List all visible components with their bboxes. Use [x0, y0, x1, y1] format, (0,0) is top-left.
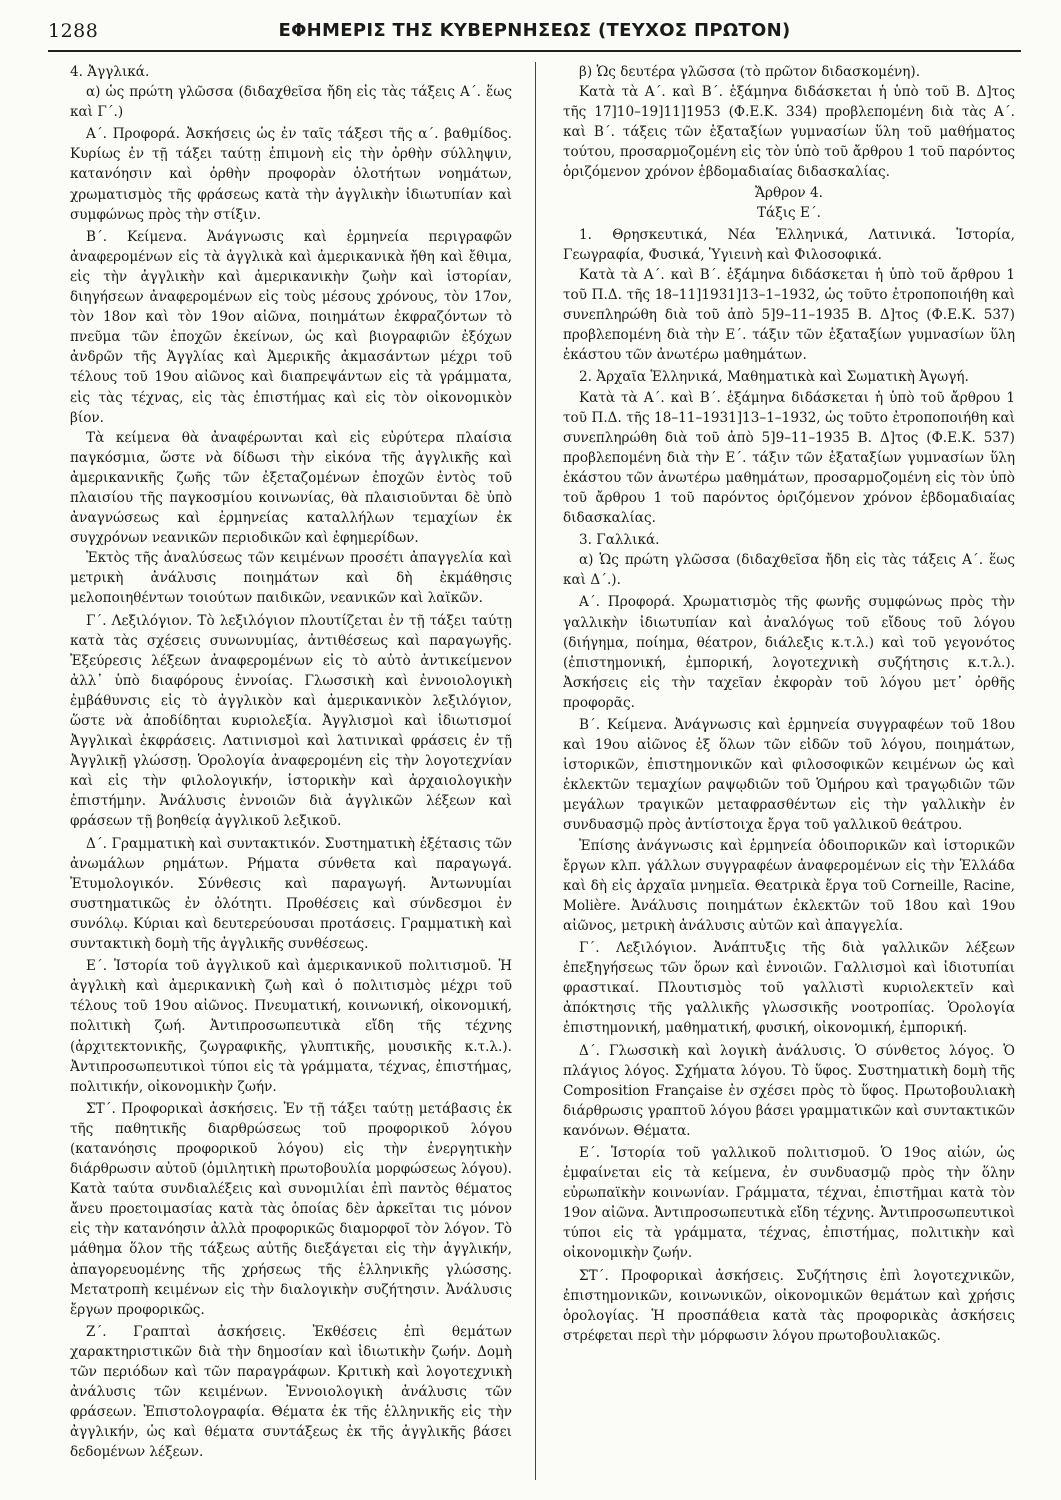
right-column — [563, 62, 1015, 1492]
paragraph: Β΄. Κείμενα. Ἀνάγνωσις καὶ ἑρμηνεία περιγραφῶν ἀναφερομένων εἰς τὰ ἀγγλικὰ καὶ ἀμερικανικὰ ἤθη καὶ ἔθιμα, εἰς τὴν ἀγγλικὴν καὶ ἀμερικανικὴν ζωὴν καὶ ἱστορίαν, διηγήσεων ἀναφερομένων εἰς τοὺς μέσους χρόνους, τὸν 17ον, τὸν 18ον καὶ τὸν 19ον αἰῶνα, ποιημάτων ἐκφραζόντων τὸ πνεῦμα τῶν ἐποχῶν ἐκείνων, ὡς καὶ βιογραφιῶν ἐξόχων ἀνδρῶν τῆς Ἀγγλίας καὶ Ἀμερικῆς ἀκμασάντων μέχρι τοῦ τέλους τοῦ 19ου αἰῶνος καὶ διαπρεψάντων εἰς τὰ γράμματα, εἰς τὰς τέχνας, εἰς τὰς ἐπιστήμας καὶ εἰς τὸν οἰκονομικὸν βίον. — [70, 228, 512, 426]
paragraph: ΣΤ΄. Προφορικαὶ ἀσκήσεις. Συζήτησις ἐπὶ λογοτεχνικῶν, ἐπιστημονικῶν, κοινωνικῶν, οἰκονομικῶν θεμάτων καὶ χρήσις ὁρολογίας. Ἡ προσπάθεια κατὰ τὰς προφορικὰς ἀσκήσεις στρέφεται περὶ τὴν μόρφωσιν λόγου πρωτοβουλιακῶς. — [563, 1267, 1015, 1344]
paragraph: Ε΄. Ἱστορία τοῦ ἀγγλικοῦ καὶ ἀμερικανικοῦ πολιτισμοῦ. Ἡ ἀγγλικὴ καὶ ἀμερικανικὴ ζωὴ καὶ ὁ πολιτισμὸς μέχρι τοῦ τέλους τοῦ 19ου αἰῶνος. Πνευματική, κοινωνική, οἰκονομική, πολιτικὴ ζωή. Ἀντιπροσωπευτικὰ εἴδη τῆς τέχνης (ἀρχιτεκτονικῆς, ζωγραφικῆς, γλυπτικῆς, μουσικῆς κ.τ.λ.). Ἀντιπροσωπευτικοὶ τύποι εἰς τὰ γράμματα, τέχνας, ἐπιστήμας, πολιτικήν, οἰκονομικὴν ζωήν. — [70, 958, 512, 1095]
paragraph: α) ὡς πρώτη γλῶσσα (διδαχθεῖσα ἤδη εἰς τὰς τάξεις Α΄. ἕως καὶ Γ΄.) — [70, 84, 512, 121]
paragraph: α) Ὡς πρώτη γλῶσσα (διδαχθεῖσα ἤδη εἰς τὰς τάξεις Α΄. ἕως καὶ Δ΄.). — [563, 552, 1015, 589]
paragraph: Γ΄. Λεξιλόγιον. Τὸ λεξιλόγιον πλουτίζεται ἐν τῇ τάξει ταύτῃ κατὰ τὰς σχέσεις συνωνυμίας, ἀντιθέσεως καὶ παραγωγῆς. Ἐξεύρεσις λέξεων ἀναφερομένων εἰς τὸ αὐτὸ ἀντικείμενον ἀλλ᾽ ὑπὸ διαφόρους ἐννοίας. Γλωσσικὴ καὶ ἐννοιολογικὴ ἐμβάθυνσις εἰς τὸ ἀγγλικὸν καὶ ἀμερικανικὸν λεξιλόγιον, ὥστε νὰ ἀποδίδηται κυριολεξία. Ἀγγλισμοὶ καὶ ἰδιωτισμοί Ἀγγλικαὶ ἐκφράσεις. Λατινισμοὶ καὶ λατινικαὶ φράσεις ἐν τῇ Ἀγγλικῇ γλώσσῃ. Ὁρολογία ἀναφερομένη εἰς τὴν λογοτεχνίαν καὶ εἰς τὴν φιλολογικήν, ἱστορικὴν καὶ ἀρχαιολογικὴν ἐπιστήμην. Ἀνάλυσις ἐννοιῶν διὰ ἀγγλικῶν λέξεων καὶ φράσεων τῇ βοηθείᾳ ἀγγλικοῦ λεξικοῦ. — [70, 612, 512, 830]
paragraph: β) Ὡς δευτέρα γλῶσσα (τὸ πρῶτον διδασκομένη). — [579, 64, 921, 80]
paragraph: 4. Ἀγγλικά. — [70, 64, 150, 80]
paragraph: 3. Γαλλικά. — [579, 532, 660, 549]
paragraph: Κατὰ τὰ Α΄. καὶ Β΄. ἑξάμηνα διδάσκεται ἡ ὑπὸ τοῦ ἄρθρου 1 τοῦ Π.Δ. τῆς 18–11–1931]13–1–1932, ὡς τοῦτο ἐτροποποιήθη καὶ συνεπληρώθη διὰ τοῦ ἀπὸ 5]9–11–1935 Β. Δ]τος (Φ.Ε.Κ. 537) προβλεπομένη διὰ τὴν Ε΄. τάξιν τῶν ἑξαταξίων γυμνασίων ὕλη ἑκάστου τῶν ἀνωτέρω μαθημάτων, προσαρμοζομένη εἰς τὸν ὑπὸ τοῦ ἄρθρου 1 τοῦ παρόντος ὁριζόμενον χρόνον ἑβδομαδιαίας διδασκαλίας. — [563, 389, 1015, 527]
left-column — [70, 62, 512, 1492]
paragraph: Κατὰ τὰ Α΄. καὶ Β΄. ἑξάμηνα διδάσκεται ἡ ὑπὸ τοῦ ἄρθρου 1 τοῦ Π.Δ. τῆς 18–11]1931]13–1–1932, ὡς τοῦτο ἐτροποποιήθη καὶ συνεπληρώθη διὰ τοῦ ἀπὸ 5]9–11–1935 Β. Δ]τος (Φ.Ε.Κ. 537) προβλεπομένη διὰ τὴν Ε΄. τάξιν τῶν ἑξαταξίων γυμνασίων ὕλη ἑκάστου τῶν ἀνωτέρω μαθημάτων. — [563, 266, 1015, 364]
paragraph: ΣΤ΄. Προφορικαὶ ἀσκήσεις. Ἐν τῇ τάξει ταύτῃ μετάβασις ἐκ τῆς παθητικῆς διαρθρώσεως τοῦ προφορικοῦ λόγου (κατανόησις προφορικοῦ λόγου) εἰς τὴν ἐνεργητικὴν διάρθρωσιν αὐτοῦ (ὁμιλητικὴ πρωτοβουλία μορφώσεως λόγου). Κατὰ ταύτα συνδιαλέξεις καὶ συνομιλίαι ἐπὶ παντὸς θέματος ἄνευ προετοιμασίας κατὰ τὰς ὁποίας δὲν ἀρκεῖται τις μόνον εἰς τὴν κατανόησιν ἀλλὰ προφορικῶς διαμορφοῖ τὸν λόγον. Τὸ μάθημα ὅλον τῆς τάξεως αὐτῆς διεξάγεται εἰς τὴν ἀγγλικήν, ἀπαγορευομένης τῆς χρήσεως τῆς ἑλληνικῆς γλώσσης. Μετατροπὴ κειμένων εἰς τὴν διαλογικὴν συζήτησιν. Ἀνάλυσις ἔργων προφορικῶς. — [70, 1100, 512, 1318]
paragraph: Α΄. Προφορά. Ἀσκήσεις ὡς ἐν ταῖς τάξεσι τῆς α΄. βαθμίδος. Κυρίως ἐν τῇ τάξει ταύτῃ ἐπιμονὴ εἰς τὴν ὀρθὴν σύλληψιν, κατανόησιν καὶ ὀρθὴν προφορὰν ὁλοτήτων νοημάτων, χρωματισμὸς τῆς φράσεως κατὰ τὴν ἀγγλικὴν ἰδιωτυπίαν καὶ συμφώνως πρὸς τὴν στίξιν. — [70, 126, 512, 223]
paragraph: Δ΄. Γραμματικὴ καὶ συντακτικόν. Συστηματικὴ ἐξέτασις τῶν ἀνωμάλων ρημάτων. Ρήματα σύνθετα καὶ παραγωγά. Ἐτυμολογικόν. Σύνθεσις καὶ παραγωγή. Ἀντωνυμίαι συστηματικῶς ἐν ὁλότητι. Προθέσεις καὶ σύνδεσμοι ἐν συνόλῳ. Κύριαι καὶ δευτερεύουσαι προτάσεις. Γραμματικὴ καὶ συντακτικὴ δομὴ τῆς ἀγγλικῆς συνθέσεως. — [70, 835, 512, 953]
paragraph: Δ΄. Γλωσσικὴ καὶ λογικὴ ἀνάλυσις. Ὁ σύνθετος λόγος. Ὁ πλάγιος λόγος. Σχήματα λόγου. Τὸ ὕφος. Συστηματικὴ δομὴ τῆς Composition Française ἐν σχέσει πρὸς τὸ ὕφος. Πρωτοβουλιακὴ διάρθρωσις γραπτοῦ λόγου βάσει γραμματικῶν καὶ συντακτικῶν κανόνων. Θέματα. — [563, 1042, 1015, 1139]
paragraph: Κατὰ τὰ Α΄. καὶ Β΄. ἑξάμηνα διδάσκεται ἡ ὑπὸ τοῦ Β. Δ]τος τῆς 17]10–19]11]1953 (Φ.Ε.Κ. 334) προβλεπομένη διὰ τὰς Α΄. καὶ Β΄. τάξεις τῶν ἑξαταξίων γυμνασίων ὕλη τοῦ μαθήματος τούτου, προσαρμοζομένη εἰς τὸν ὑπὸ τοῦ ἄρθρου 1 τοῦ παρόντος ὁριζόμενον χρόνον ἑβδομαδιαίας διδασκαλίας. — [563, 84, 1015, 181]
gazette-title: ΕΦΗΜΕΡΙΣ ΤΗΣ ΚΥΒΕΡΝΗΣΕΩΣ (ΤΕΥΧΟΣ ΠΡΩΤΟΝ) — [278, 20, 791, 41]
paragraph: Ἐκτὸς τῆς ἀναλύσεως τῶν κειμένων προσέτι ἀπαγγελία καὶ μετρικὴ ἀνάλυσις ποιημάτων καὶ δὴ ἐκμάθησις μελοποιηθέντων τοιούτων παιδικῶν, νεανικῶν καὶ λαϊκῶν. — [70, 550, 512, 607]
paragraph: Ε΄. Ἱστορία τοῦ γαλλικοῦ πολιτισμοῦ. Ὁ 19ος αἰών, ὡς ἐμφαίνεται εἰς τὰ κείμενα, ἐν συνδυασμῷ πρὸς τὴν ὅλην εὐρωπαϊκὴν κοινωνίαν. Γράμματα, τέχναι, ἐπιστῆμαι κατὰ τὸν 19ον αἰῶνα. Ἀντιπροσωπευτικὰ εἴδη τέχνης. Ἀντιπροσωπευτικοὶ τύποι εἰς τὰ γράμματα, τέχνας, ἐπιστήμας, πολιτικὴν καὶ οἰκονομικὴν ζωήν. — [563, 1144, 1015, 1262]
paragraph: Α΄. Προφορά. Χρωματισμὸς τῆς φωνῆς συμφώνως πρὸς τὴν γαλλικὴν ἰδιωτυπίαν καὶ ἀναλόγως τοῦ εἴδους τοῦ λόγου (διήγημα, ποίημα, θέατρον, διάλεξις κ.τ.λ.) καὶ τοῦ γεγονότος (ἐπιστημονική, ἐμπορική, λογοτεχνικὴ συζήτησις κ.τ.λ.). Ἀσκήσεις εἰς τὴν ταχεῖαν ἐκφορὰν τοῦ λόγου μετ᾽ ὀρθῆς προφορᾶς. — [563, 594, 1015, 711]
paragraph: Ἐπίσης ἀνάγνωσις καὶ ἑρμηνεία ὁδοιπορικῶν καὶ ἱστορικῶν ἔργων κλπ. γάλλων συγγραφέων ἀναφερομένων εἰς τὴν Ἑλλάδα καὶ δὴ εἰς ἀρχαῖα μνημεῖα. Θεατρικὰ ἔργα τοῦ Corneille, Racine, Molière. Ἀνάλυσις ποιημάτων ἐκλεκτῶν τοῦ 18ου καὶ 19ου αἰῶνος, μετρικὴ ἀνάλυσις αὐτῶν καὶ ἀπαγγελία. — [563, 837, 1015, 934]
paragraph: 2. Ἀρχαῖα Ἑλληνικά, Μαθηματικὰ καὶ Σωματικὴ Ἀγωγή. — [579, 369, 969, 386]
page-header — [48, 18, 1021, 46]
paragraph: Ἄρθρον 4. — [755, 184, 823, 201]
paragraph: Γ΄. Λεξιλόγιον. Ἀνάπτυξις τῆς διὰ γαλλικῶν λέξεων ἐπεξηγήσεως τῶν ὅρων καὶ ἐννοιῶν. Γαλλισμοὶ καὶ ἰδιοτυπίαι φραστικαί. Πλουτισμὸς τοῦ γαλλιστὶ κυριολεκτεῖν καὶ ἀπόκτησις τῆς γαλλικῆς γλωσσικῆς νοοτροπίας. Ὁρολογία ἐπιστημονική, μαθηματική, φυσική, οἰκονομική, ἐμπορική. — [563, 940, 1015, 1037]
paragraph: Τὰ κείμενα θὰ ἀναφέρωνται καὶ εἰς εὐρύτερα πλαίσια παγκόσμια, ὥστε νὰ δίδωσι τὴν εἰκόνα τῆς ἀγγλικῆς καὶ ἀμερικανικῆς ζωῆς τῶν ἐξεταζομένων ἐποχῶν ἐντὸς τοῦ πλαισίου τῆς παγκοσμίου κοινωνίας, θὰ πλαισιοῦνται δὲ ὑπὸ ἀναγνώσεως καὶ ἑρμηνείας καταλλήλων τεμαχίων ἐκ συγχρόνων νεανικῶν περιοδικῶν καὶ ἐφημερίδων. — [70, 429, 512, 547]
column-divider — [535, 62, 536, 1480]
paragraph: Β΄. Κείμενα. Ἀνάγνωσις καὶ ἑρμηνεία συγγραφέων τοῦ 18ου καὶ 19ου αἰῶνος ἐξ ὅλων τῶν εἰδῶν τοῦ λόγου, ποιημάτων, ἱστορικῶν, ἐπιστημονικῶν καὶ φιλοσοφικῶν κειμένων ὡς καὶ ἐκλεκτῶν τεμαχίων ραψῳδιῶν τοῦ Ὁμήρου καὶ τραγῳδιῶν τῶν μεγάλων τραγικῶν μεταφρασθέντων εἰς τὴν γαλλικὴν ἐν συνδυασμῷ πρὸς ἀντίστοιχα ἔργα τοῦ γαλλικοῦ θεάτρου. — [563, 717, 1015, 834]
paragraph: 1. Θρησκευτικά, Νέα Ἑλληνικά, Λατινικά. Ἱστορία, Γεωγραφία, Φυσικά, Ὑγιεινὴ καὶ Φιλοσοφικά. — [563, 226, 1015, 263]
page-number: 1288 — [48, 20, 99, 42]
paragraph: Ζ΄. Γραπταὶ ἀσκήσεις. Ἐκθέσεις ἐπὶ θεμάτων χαρακτηριστικῶν διὰ τὴν δημοσίαν καὶ ἰδιωτικὴν ζωήν. Δομὴ τῶν περιόδων καὶ τῶν παραγράφων. Κριτικὴ καὶ λογοτεχνικὴ ἀνάλυσις τῶν κειμένων. Ἐννοιολογικὴ ἀνάλυσις τῶν φράσεων. Ἐπιστολογραφία. Θέματα ἐκ τῆς ἑλληνικῆς εἰς τὴν ἀγγλικήν, ὡς καὶ θέματα συντάξεως ἐκ τῆς ἀγγλικῆς βάσει δεδομένων λέξεων. — [70, 1323, 512, 1461]
paragraph: Τάξις Ε΄. — [756, 204, 822, 221]
header-rule — [48, 50, 1021, 52]
